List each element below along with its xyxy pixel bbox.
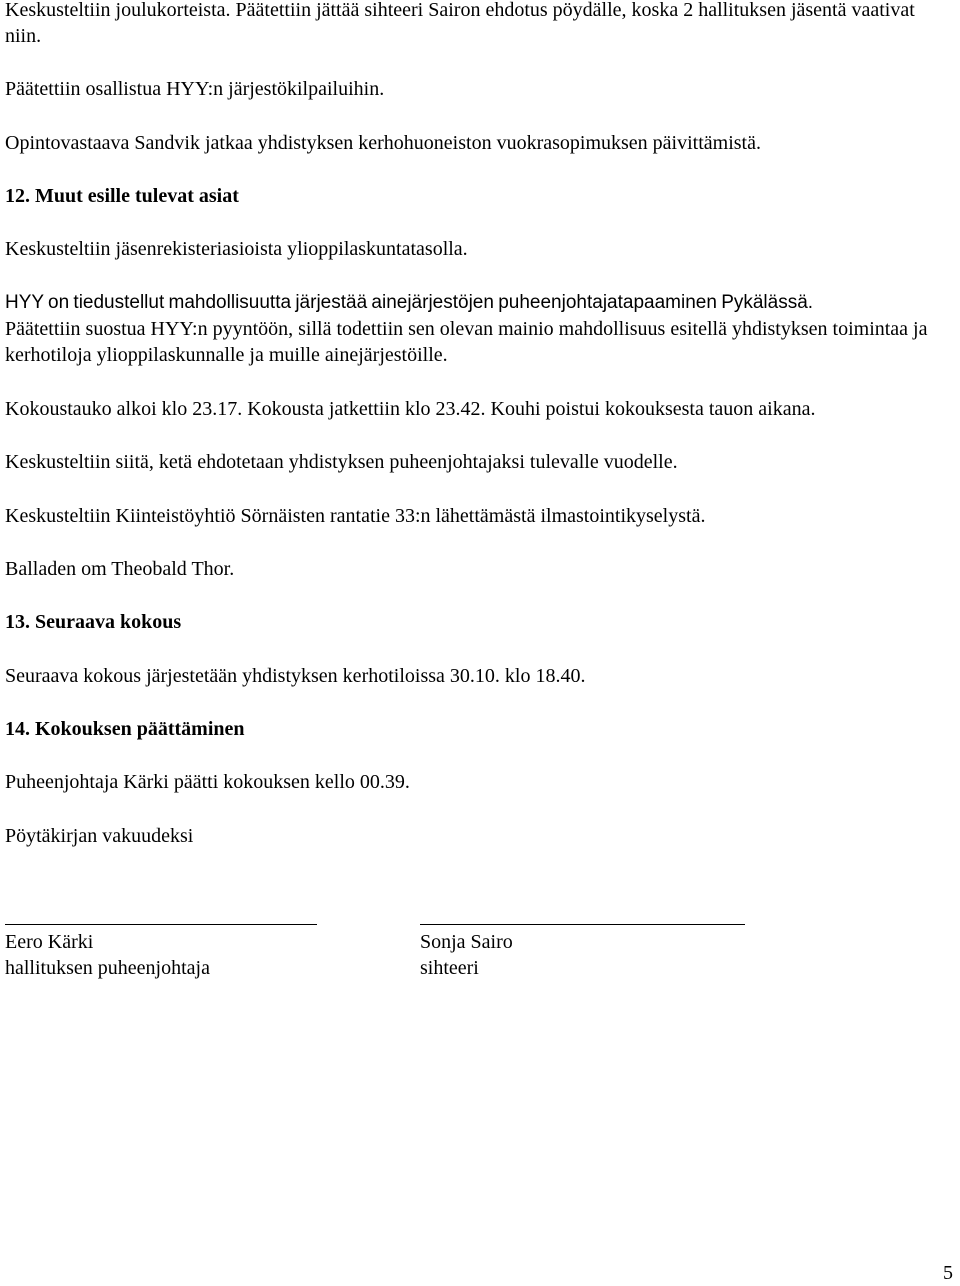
page-number: 5 bbox=[943, 1262, 953, 1284]
paragraph-hyy-inquiry-first bbox=[5, 290, 955, 316]
paragraph-lease: Opintovastaava Sandvik jatkaa yhdistyksen kerhohuoneiston vuokrasopimuksen päivittämistä. bbox=[5, 132, 761, 154]
signatory-right-name: Sonja Sairo bbox=[420, 931, 513, 953]
signatory-left-title: hallituksen puheenjohtaja bbox=[5, 957, 210, 979]
hyy-inquiry-line-1: HYY on tiedustellut mahdollisuutta järjestää ainejärjestöjen puheenjohtajatapaaminen Pykälässä. bbox=[5, 292, 814, 313]
paragraph-break: Kokoustauko alkoi klo 23.17. Kokousta jatkettiin klo 23.42. Kouhi poistui kokouksesta tauon aikana. bbox=[5, 398, 816, 420]
hyy-inquiry-rest-text: Päätettiin suostua HYY:n pyyntöön, sillä todettiin sen olevan mainio mahdollisuus esitellä yhdistyksen toimintaa ja kerhotiloja ylioppilaskunnalle ja muille ainejärjestöille. bbox=[5, 318, 928, 366]
signature-line-right bbox=[420, 924, 745, 925]
paragraph-christmas-cards: Keskusteltiin joulukorteista. Päätettiin jättää sihteeri Sairon ehdotus pöydälle, koska 2 hallituksen jäsentä vaativat niin. bbox=[5, 0, 915, 47]
paragraph-certification: Pöytäkirjan vakuudeksi bbox=[5, 825, 194, 847]
signatory-left-name: Eero Kärki bbox=[5, 931, 94, 953]
signature-line-left bbox=[5, 924, 317, 925]
paragraph-ballad: Balladen om Theobald Thor. bbox=[5, 558, 235, 580]
paragraph-member-registry: Keskusteltiin jäsenrekisteriasioista ylioppilaskuntatasolla. bbox=[5, 238, 468, 260]
paragraph-competitions: Päätettiin osallistua HYY:n järjestökilpailuihin. bbox=[5, 78, 385, 100]
paragraph-next-meeting: Seuraava kokous järjestetään yhdistyksen kerhotiloissa 30.10. klo 18.40. bbox=[5, 665, 586, 687]
paragraph-hyy-inquiry-rest bbox=[5, 316, 955, 368]
heading-section-12: 12. Muut esille tulevat asiat bbox=[5, 185, 239, 207]
heading-section-14: 14. Kokouksen päättäminen bbox=[5, 718, 245, 740]
paragraph-chair-nomination: Keskusteltiin siitä, ketä ehdotetaan yhdistyksen puheenjohtajaksi tulevalle vuodelle. bbox=[5, 451, 678, 473]
signatory-right-title: sihteeri bbox=[420, 957, 479, 979]
heading-section-13: 13. Seuraava kokous bbox=[5, 611, 182, 633]
paragraph-closing: Puheenjohtaja Kärki päätti kokouksen kello 00.39. bbox=[5, 771, 410, 793]
paragraph-ventilation-survey: Keskusteltiin Kiinteistöyhtiö Sörnäisten rantatie 33:n lähettämästä ilmastointikyselystä. bbox=[5, 505, 706, 527]
